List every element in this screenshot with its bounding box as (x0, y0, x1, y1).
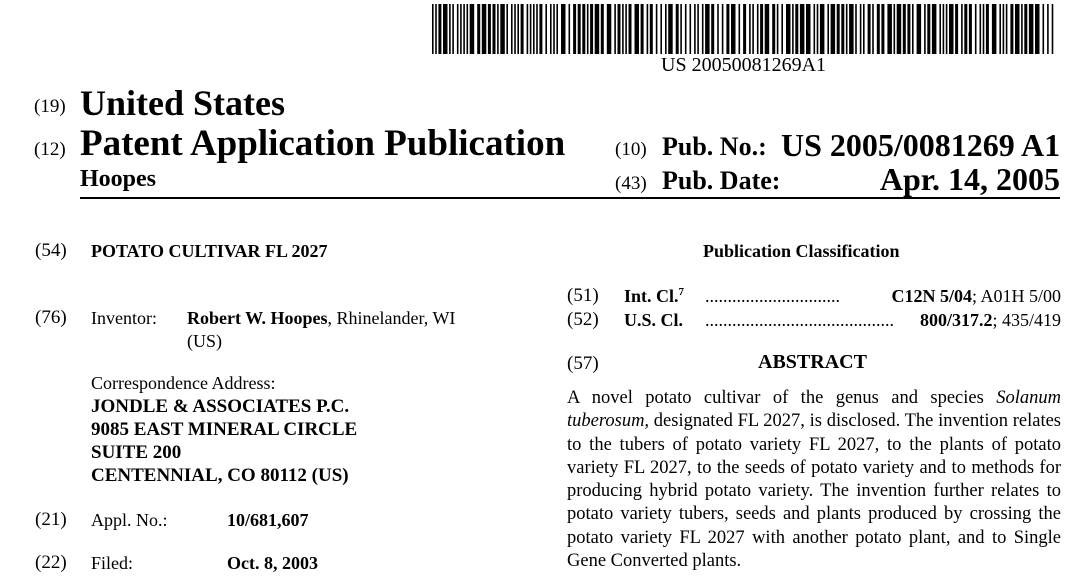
barcode-bar (881, 4, 884, 54)
inventor-country: (US) (187, 331, 222, 351)
barcode-bar (497, 4, 499, 54)
barcode-bar (629, 4, 632, 54)
barcode (432, 4, 1060, 54)
classification-heading: Publication Classification (703, 241, 900, 261)
barcode-bar (765, 4, 770, 54)
filed-date: Oct. 8, 2003 (227, 553, 318, 573)
barcode-bar (607, 4, 612, 54)
barcode-bar (432, 4, 434, 54)
barcode-bar (660, 4, 662, 54)
us-cl-label: U.S. Cl. (624, 310, 684, 330)
barcode-bar (550, 4, 552, 54)
barcode-bar (676, 4, 679, 54)
barcode-bar (792, 4, 794, 54)
barcode-bar (511, 4, 513, 54)
barcode-bar (1035, 4, 1040, 54)
barcode-bar (680, 4, 682, 54)
barcode-bar (506, 4, 508, 54)
barcode-bar (641, 4, 644, 54)
barcode-bar (697, 4, 699, 54)
barcode-bar (625, 4, 627, 54)
int-cl-main: C12N 5/04 (891, 286, 972, 306)
abstract-post: designated FL 2027, is disclosed. The invention relates to the tubers of potato variety FL 2027, to the plants of potato variety FL 2027, to the seeds of potato variety and to methods for producing hybrid potato variety. The invention further relates to potato variety tubers, seeds and plants produced by crossing the potato variety FL 2027 with another potato plant, and to Single Gene Converted plants. (567, 411, 1061, 572)
us-cl-dots: .......................................... (705, 310, 894, 330)
pub-no-code: (10) (615, 139, 647, 160)
barcode-bar (527, 4, 529, 54)
barcode-bar (711, 4, 714, 54)
appl-label: Appl. No.: (91, 510, 168, 530)
barcode-bar (814, 4, 816, 54)
barcode-bar (877, 4, 880, 54)
barcode-bar (587, 4, 589, 54)
barcode-bar (443, 4, 448, 54)
barcode-bar (722, 4, 724, 54)
header-divider (80, 197, 1060, 199)
title-code: (54) (35, 240, 67, 261)
barcode-bar (1024, 4, 1027, 54)
pub-date: Apr. 14, 2005 (879, 161, 1060, 197)
barcode-bar (999, 4, 1001, 54)
barcode-bar (749, 4, 751, 54)
correspondence-label: Correspondence Address: (91, 373, 276, 393)
invention-title: POTATO CULTIVAR FL 2027 (91, 241, 328, 261)
barcode-bar (760, 4, 763, 54)
barcode-bar (470, 4, 475, 54)
correspondence-line-3: SUITE 200 (91, 442, 182, 463)
barcode-bar (569, 4, 571, 54)
appl-code: (21) (35, 509, 67, 530)
barcode-bar (841, 4, 844, 54)
barcode-bar (986, 4, 989, 54)
barcode-bar (855, 4, 857, 54)
barcode-bar (992, 4, 997, 54)
barcode-bar (582, 4, 585, 54)
barcode-bar (590, 4, 593, 54)
barcode-bar (955, 4, 958, 54)
barcode-bar (860, 4, 862, 54)
us-cl-main: 800/317.2 (919, 310, 993, 330)
barcode-bar (545, 4, 547, 54)
country-name: United States (80, 83, 285, 123)
author-name: Hoopes (80, 166, 157, 192)
barcode-bar (927, 4, 930, 54)
barcode-bar (460, 4, 462, 54)
abstract-code: (57) (567, 353, 599, 374)
inventor-name: Robert W. Hoopes (187, 308, 328, 328)
correspondence-line-2: 9085 EAST MINERAL CIRCLE (91, 419, 358, 440)
barcode-bar (964, 4, 967, 54)
barcode-bar (500, 4, 505, 54)
barcode-bar (1052, 4, 1054, 54)
barcode-bar (601, 4, 604, 54)
pub-date-label: Pub. Date: (662, 166, 781, 195)
barcode-number: US 20050081269A1 (661, 54, 827, 76)
barcode-bar (800, 4, 805, 54)
barcode-bar (872, 4, 874, 54)
barcode-bar (781, 4, 783, 54)
barcode-bar (668, 4, 673, 54)
filed-label: Filed: (91, 553, 134, 573)
pub-no: US 2005/0081269 A1 (781, 127, 1061, 163)
correspondence-line-4: CENTENNIAL, CO 80112 (US) (91, 465, 349, 486)
barcode-bar (846, 4, 848, 54)
barcode-bar (622, 4, 624, 54)
barcode-bar (903, 4, 906, 54)
int-cl-rest: ; A01H 5/00 (971, 286, 1061, 306)
barcode-bar (595, 4, 600, 54)
barcode-bar (1029, 4, 1034, 54)
barcode-bar (556, 4, 558, 54)
barcode-bar (533, 4, 535, 54)
inventor-code: (76) (35, 307, 67, 328)
barcode-bar (614, 4, 616, 54)
barcode-bar (1047, 4, 1049, 54)
barcode-bar (1015, 4, 1020, 54)
barcode-bar (517, 4, 519, 54)
barcode-bar (553, 4, 555, 54)
us-cl-rest: ; 435/419 (992, 310, 1061, 330)
barcode-bar (831, 4, 836, 54)
barcode-bar (635, 4, 640, 54)
barcode-bar (924, 4, 926, 54)
barcode-bar (477, 4, 480, 54)
abstract-pre: A novel potato cultivar of the genus and species (567, 388, 997, 408)
barcode-bar (827, 4, 829, 54)
filed-code: (22) (35, 552, 67, 573)
barcode-bar (438, 4, 441, 54)
barcode-bar (726, 4, 729, 54)
barcode-bar (536, 4, 538, 54)
abstract-text (567, 387, 1061, 573)
barcode-bar (685, 4, 687, 54)
barcode-bar (849, 4, 854, 54)
barcode-bar (452, 4, 454, 54)
barcode-bar (949, 4, 954, 54)
barcode-bar (743, 4, 746, 54)
barcode-bar (772, 4, 775, 54)
barcode-bar (694, 4, 696, 54)
barcode-bar (887, 4, 892, 54)
barcode-bar (894, 4, 896, 54)
country-code: (19) (34, 96, 66, 117)
barcode-bar (946, 4, 948, 54)
barcode-bar (820, 4, 825, 54)
barcode-bar (521, 4, 524, 54)
int-cl-label: Int. Cl.$^7$ (624, 286, 685, 306)
barcode-bar (539, 4, 542, 54)
pub-type: Patent Application Publication (80, 123, 566, 164)
barcode-bar (463, 4, 465, 54)
pub-no-label: Pub. No.: (662, 132, 767, 161)
int-cl-superscript: 7 (678, 286, 685, 298)
pub-date-code: (43) (615, 173, 647, 194)
barcode-bar (647, 4, 649, 54)
barcode-bar (980, 4, 982, 54)
barcode-bar (457, 4, 459, 54)
barcode-bar (739, 4, 741, 54)
barcode-bar (907, 4, 910, 54)
barcode-bar (969, 4, 972, 54)
barcode-bar (975, 4, 977, 54)
barcode-bar (939, 4, 941, 54)
int-cl-code: (51) (567, 285, 599, 306)
barcode-bar (917, 4, 922, 54)
inventor-location: , Rhinelander, WI (327, 308, 456, 328)
barcode-bar (752, 4, 754, 54)
int-cl-value (891, 286, 1061, 307)
correspondence-line-1: JONDLE & ASSOCIATES P.C. (91, 396, 350, 417)
barcode-bar (705, 4, 710, 54)
barcode-bar (650, 4, 653, 54)
barcode-bar (786, 4, 791, 54)
abstract-species: Solanum tuberosum, (567, 388, 1061, 432)
pub-type-code: (12) (34, 139, 66, 160)
barcode-bar (1010, 4, 1013, 54)
barcode-bar (665, 4, 667, 54)
barcode-bar (932, 4, 937, 54)
barcode-bar (806, 4, 811, 54)
barcode-bar (1003, 4, 1005, 54)
int-cl-dots: .............................. (705, 286, 840, 306)
barcode-bar (449, 4, 451, 54)
us-cl-code: (52) (567, 309, 599, 330)
barcode-bar (618, 4, 621, 54)
barcode-bar (561, 4, 566, 54)
barcode-bar (731, 4, 736, 54)
barcode-bar (573, 4, 576, 54)
barcode-bar (943, 4, 945, 54)
barcode-bar (1021, 4, 1023, 54)
barcode-bar (578, 4, 581, 54)
barcode-bar (656, 4, 658, 54)
barcode-bar (837, 4, 840, 54)
appl-number: 10/681,607 (227, 510, 309, 530)
barcode-bar (717, 4, 719, 54)
barcode-bar (1006, 4, 1008, 54)
barcode-bar (897, 4, 902, 54)
inventor-line (187, 308, 455, 329)
barcode-bar (983, 4, 985, 54)
barcode-bar (530, 4, 532, 54)
barcode-bar (482, 4, 487, 54)
inventor-label: Inventor: (91, 308, 157, 328)
barcode-bar (493, 4, 496, 54)
barcode-bar (757, 4, 759, 54)
barcode-bar (514, 4, 516, 54)
barcode-bar (863, 4, 865, 54)
barcode-bar (777, 4, 779, 54)
barcode-bar (868, 4, 871, 54)
barcode-bar (961, 4, 963, 54)
barcode-bar (435, 4, 437, 54)
barcode-bar (1043, 4, 1045, 54)
barcode-bar (817, 4, 819, 54)
abstract-heading: ABSTRACT (758, 351, 867, 373)
barcode-bar (795, 4, 798, 54)
barcode-bar (690, 4, 692, 54)
barcode-bar (488, 4, 491, 54)
us-cl-value (920, 310, 1061, 331)
barcode-bar (702, 4, 704, 54)
barcode-bar (912, 4, 914, 54)
barcode-bar (467, 4, 469, 54)
